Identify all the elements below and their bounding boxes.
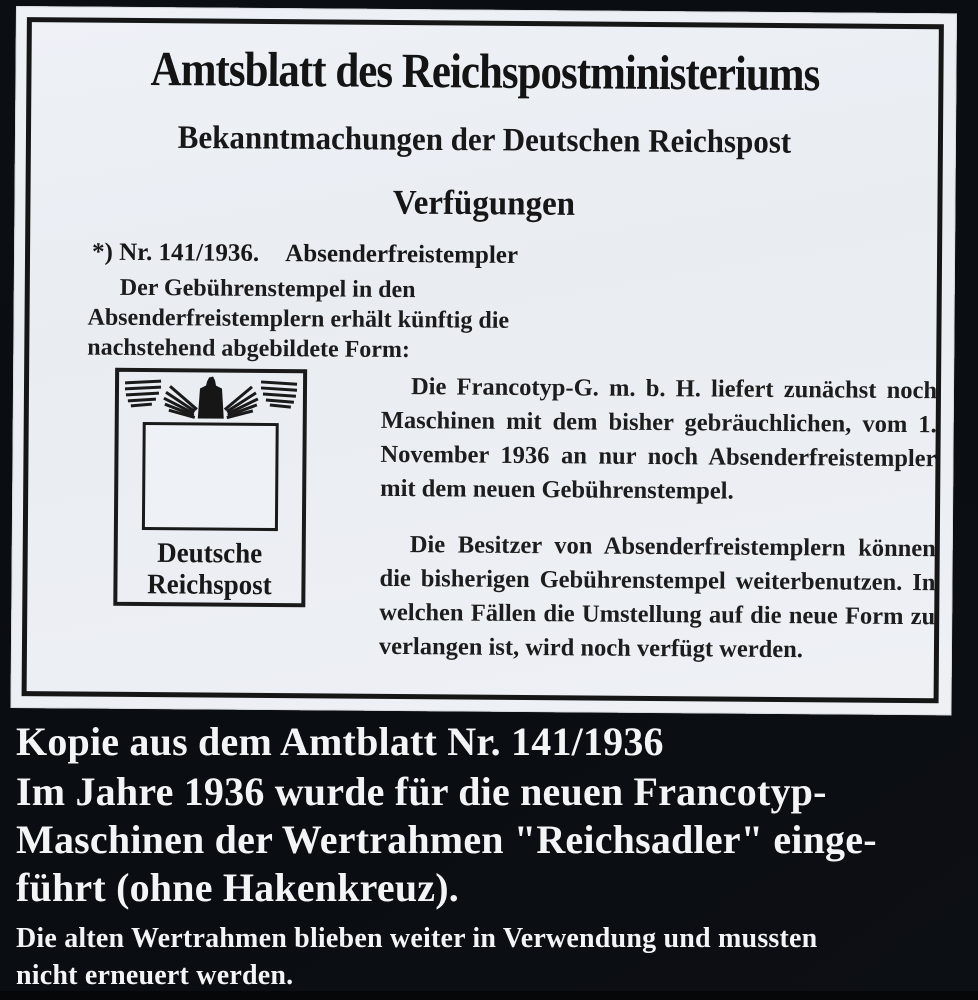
gazette-page <box>10 6 956 715</box>
scan-edge-strip <box>0 991 978 1000</box>
caption-line-2: Im Jahre 1936 wurde für die neuen Francotyp- <box>16 769 827 814</box>
gazette-subtitle: Bekanntmachungen der Deutschen Reichspost <box>177 118 792 161</box>
notice-heading <box>92 239 518 270</box>
caption-small-block <box>16 920 968 994</box>
body-paragraph-2: Die Besitzer von Absenderfreistemplern können die bisherigen Gebührenstempel weiterbenutzen. In welchen Fällen die Umstellung auf die neue Form zu verlangen ist, wird noch verfügt werden. <box>378 531 936 664</box>
caption-headline: Kopie aus dem Amtblatt Nr. 141/1936 <box>16 719 664 764</box>
franking-stamp-frame <box>113 368 307 608</box>
stamp-label-line2: Reichspost <box>147 568 272 601</box>
caption-small-line-1: Die alten Wertrahmen blieben weiter in Verwendung und mussten <box>16 923 818 954</box>
stamp-value-box <box>142 422 279 531</box>
stamp-label <box>117 536 301 600</box>
gazette-border-frame <box>22 17 944 703</box>
caption-line-3: Maschinen der Wertrahmen "Reichsadler" einge- <box>16 817 877 862</box>
body-paragraph-1: Die Francotyp-G. m. b. H. liefert zunächst noch Maschinen mit dem bisher gebräuchlichen, vom 1. November 1936 an nur noch Absenderfreistempler mit dem neuen Gebührenstempel. <box>380 373 938 505</box>
caption-line-4: führt (ohne Hakenkreuz). <box>16 865 459 910</box>
stamp-label-line1: Deutsche <box>157 536 263 569</box>
mount-caption <box>16 716 968 994</box>
notice-title: Absenderfreistempler <box>285 240 519 269</box>
notice-intro-text: Der Gebührenstempel in den Absenderfreistemplern erhält künftig die nachstehend abgebildete Form: <box>87 274 510 364</box>
section-heading: Verfügungen <box>392 184 576 224</box>
gazette-title: Amtsblatt des Reichspostministeriums <box>150 42 820 102</box>
notice-number: *) Nr. 141/1936. <box>91 238 260 267</box>
notice-body-column <box>379 370 937 668</box>
reichsadler-eagle-icon <box>123 376 299 426</box>
caption-small-line-2: nicht erneuert werden. <box>16 960 294 991</box>
